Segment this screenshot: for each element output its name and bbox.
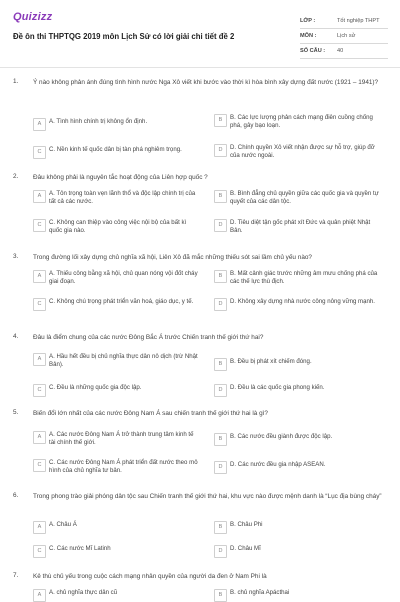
option-text: C. Nền kinh tế quốc dân bị tàn phá nghiêm trọng. [49,146,182,153]
option-letter: C [33,545,46,558]
worksheet-title: Đề ôn thi THPTQG 2019 môn Lịch Sử có lời giải chi tiết đề 2 [13,32,235,41]
option-text: B. Mất cảnh giác trước những âm mưu chống phá của các thế lực thù địch. [230,270,378,286]
option-letter: D [214,384,227,397]
option-text: B. Các nước đều giành được độc lập. [230,433,333,440]
question-number: 3. [13,253,19,260]
question-number: 1. [13,78,19,85]
meta-row-count [300,44,388,59]
option-text: D. Chính quyền Xô viết nhận được sự hỗ trợ, giúp đỡ của nước ngoài. [230,144,375,160]
option-letter: B [214,270,227,283]
meta-key: MÔN : [300,33,317,39]
option-letter: C [33,298,46,311]
option-letter: D [214,144,227,157]
option-text: C. Không chú trọng phát triển văn hoá, giáo dục, y tế. [49,298,194,305]
option-letter: D [214,461,227,474]
quizizz-logo: Quizizz [13,11,53,23]
worksheet-meta [300,14,388,59]
question-number: 4. [13,333,19,340]
option-letter: A [33,353,46,366]
question-text: Đâu là điểm chung của các nước Đông Bắc Á trước Chiến tranh thế giới thứ hai? [33,334,264,341]
option-text: B. Các lực lượng phản cách mạng điên cuồng chống phá, gây bạo loạn. [230,114,373,130]
option-text: A. chủ nghĩa thực dân cũ [49,589,118,596]
option-letter: C [33,459,46,472]
option-text: D. Châu Mĩ [230,545,261,552]
question-text: Trong phong trào giải phóng dân tộc sau Chiến tranh thế giới thứ hai, khu vực nào được mệnh danh là “Lục địa bùng cháy” [33,493,382,500]
option-letter: B [214,589,227,602]
option-letter: C [33,384,46,397]
question-text: Đâu không phải là nguyên tắc hoạt động của Liên hợp quốc ? [33,174,208,181]
question-number: 2. [13,173,19,180]
option-letter: C [33,146,46,159]
option-letter: A [33,190,46,203]
worksheet-header [0,0,400,62]
option-text: C. Đều là những quốc gia độc lập. [49,384,142,391]
option-letter: A [33,118,46,131]
question-text: Kẻ thù chủ yếu trong cuộc cách mạng nhân quyền của người da đen ở Nam Phi là [33,573,267,580]
option-text: C. Không can thiệp vào công việc nội bộ của bất kì quốc gia nào. [49,219,187,235]
option-text: D. Không xây dựng nhà nước công nông vững mạnh. [230,298,375,305]
option-text: A. Hầu hết đều bị chủ nghĩa thực dân nô dịch (trừ Nhật Bản). [49,353,198,369]
meta-value: Tốt nghiệp THPT [337,18,380,24]
option-letter: B [214,358,227,371]
option-text: A. Thiếu công bằng xã hội, chủ quan nóng vội đốt cháy giai đoạn. [49,270,198,286]
option-text: A. Tình hình chính trị không ổn định. [49,118,148,125]
option-text: D. Các nước đều gia nhập ASEAN. [230,461,326,468]
option-text: D. Tiêu diệt tận gốc phát xít Đức và quân phiệt Nhật Bản. [230,219,371,235]
option-letter: D [214,545,227,558]
option-letter: A [33,270,46,283]
option-letter: D [214,219,227,232]
option-letter: B [214,521,227,534]
question-number: 5. [13,409,19,416]
option-letter: A [33,589,46,602]
option-letter: B [214,433,227,446]
option-text: D. Đều là các quốc gia phong kiến. [230,384,325,391]
option-text: B. Châu Phi [230,521,263,528]
option-letter: A [33,431,46,444]
question-number: 7. [13,572,19,579]
meta-value: Lịch sử [337,33,356,39]
meta-key: LỚP : [300,18,316,24]
option-letter: B [214,114,227,127]
option-letter: A [33,521,46,534]
header-divider [0,67,400,68]
meta-value: 40 [337,48,344,54]
option-letter: B [214,190,227,203]
option-text: A. Châu Á [49,521,77,528]
question-text: Biến đổi lớn nhất của các nước Đông Nam Á sau chiến tranh thế giới thứ hai là gì? [33,410,268,417]
option-text: B. Đều bị phát xít chiếm đóng. [230,358,312,365]
question-text: Trong đường lối xây dựng chủ nghĩa xã hội, Liên Xô đã mắc những thiếu sót sai lầm chủ yếu nào? [33,254,312,261]
option-text: C. Các nước Mĩ Latinh [49,545,111,552]
option-letter: D [214,298,227,311]
option-text: B. chủ nghĩa Apácthai [230,589,290,596]
question-number: 6. [13,492,19,499]
meta-key: SỐ CÂU : [300,48,326,54]
option-text: A. Các nước Đông Nam Á trở thành trung tâm kinh tế tài chính thế giới. [49,431,194,447]
option-text: B. Bình đẳng chủ quyền giữa các quốc gia và quyền tự quyết của các dân tộc. [230,190,379,206]
option-text: A. Tôn trọng toàn vẹn lãnh thổ và độc lập chính trị của tất cả các nước. [49,190,196,206]
question-text: Ý nào không phản ánh đúng tình hình nước Nga Xô viết khi bước vào thời kì hòa bình xây dựng đất nước (1921 – 1941)? [33,79,379,86]
meta-row-subject [300,29,388,44]
option-letter: C [33,219,46,232]
option-text: C. Các nước Đông Nam Á phát triển đất nước theo mô hình của chủ nghĩa tư bản. [49,459,198,475]
meta-row-class [300,14,388,29]
